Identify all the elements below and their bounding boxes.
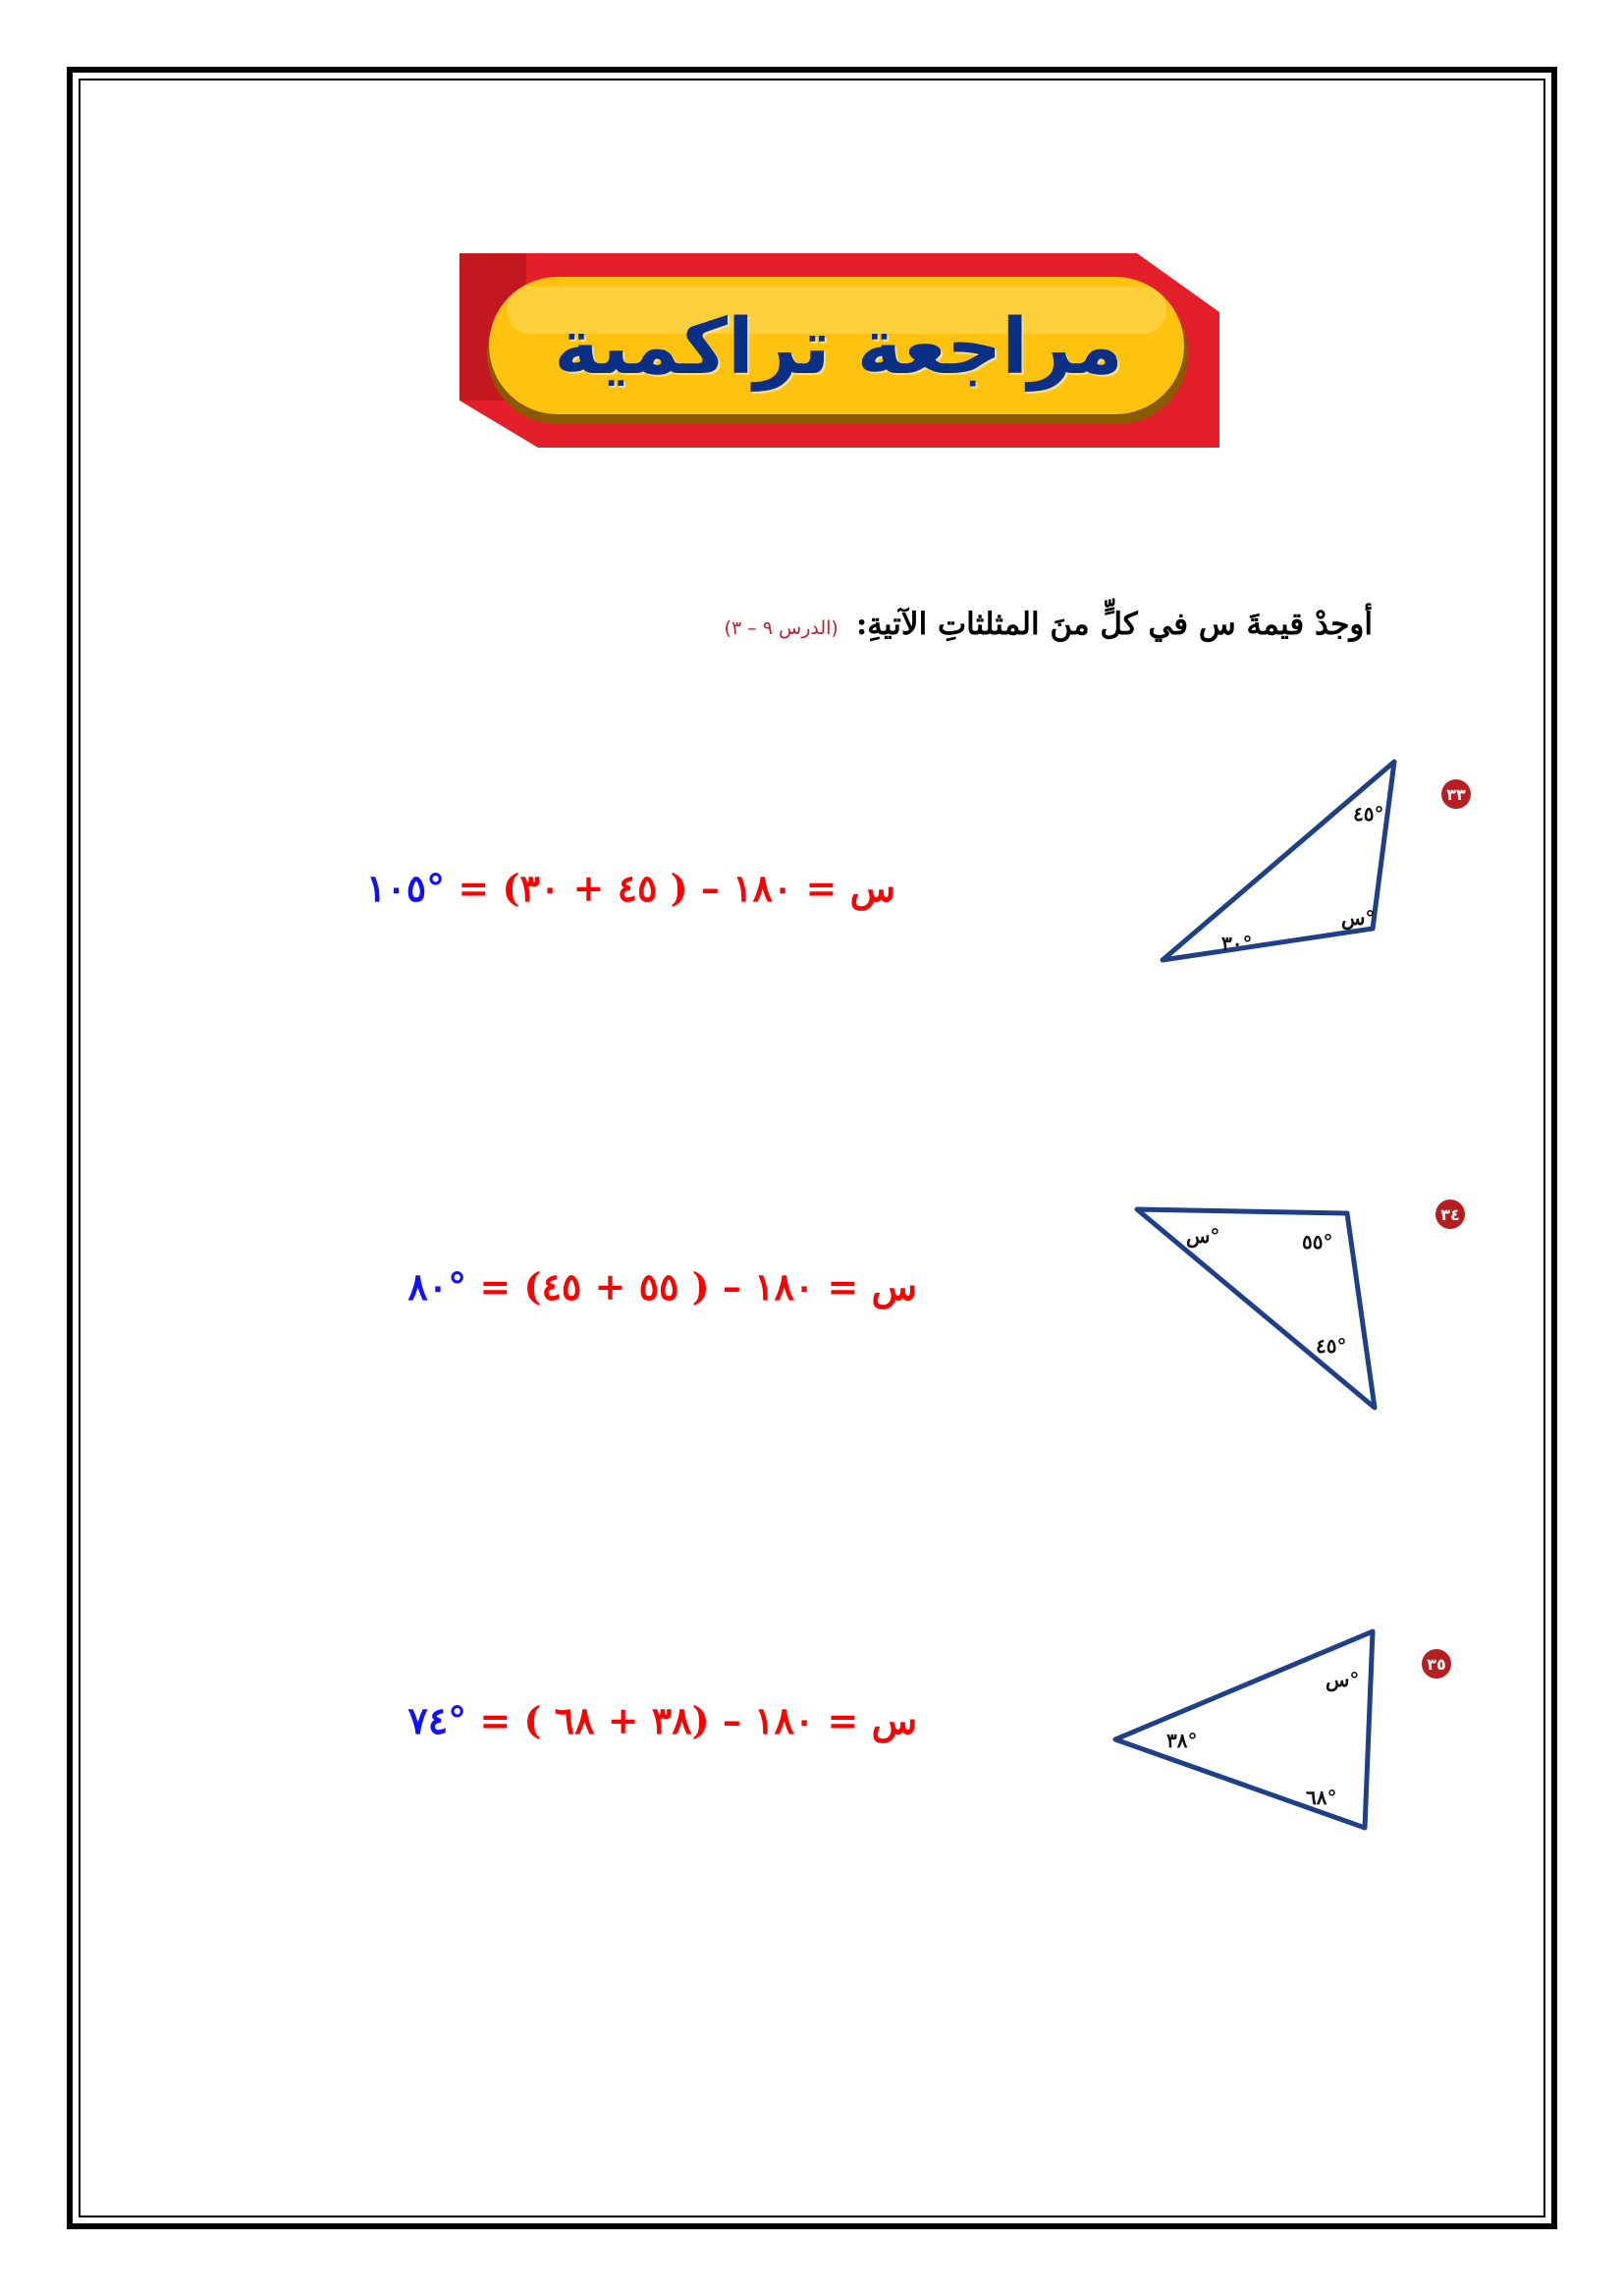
instruction-text: أوجدْ قيمةَ س في كلٍّ منَ المثلثاتِ الآتيةِ: — [855, 607, 1373, 642]
angle-label: ٤٥° — [1316, 1334, 1347, 1358]
solution-work: س = ١٨٠ – (٣٨ + ٦٨ ) = — [466, 1698, 917, 1742]
problem-number-badge: ٣٥ — [1422, 1649, 1451, 1679]
angle-label: ٤٥° — [1353, 802, 1384, 826]
triangle-diagram — [1129, 1200, 1394, 1417]
angle-label: ٦٨° — [1306, 1786, 1337, 1809]
angle-label: س° — [1341, 906, 1376, 930]
solution-work: س = ١٨٠ – ( ٤٥ + ٣٠) = — [445, 866, 895, 910]
triangle-diagram — [1108, 1626, 1392, 1842]
lesson-reference: (الدرس ٩ – ٣) — [724, 617, 839, 639]
instruction-line — [725, 607, 1373, 642]
solution-equation — [407, 1698, 917, 1742]
angle-label: ٥٥° — [1302, 1230, 1333, 1254]
solution-answer: °٨٠ — [407, 1264, 467, 1308]
angle-label: س° — [1326, 1668, 1360, 1691]
problem-number-badge: ٣٤ — [1435, 1200, 1465, 1229]
solution-equation — [366, 866, 895, 910]
angle-label: س° — [1186, 1224, 1220, 1248]
solution-answer: °١٠٥ — [365, 866, 446, 910]
angle-label: ٣٠° — [1221, 932, 1253, 955]
problem-number-badge: ٣٣ — [1441, 779, 1471, 809]
solution-work: س = ١٨٠ – ( ٥٥ + ٤٥) = — [466, 1264, 917, 1308]
triangle-diagram — [1149, 758, 1414, 974]
solution-equation — [407, 1264, 917, 1308]
angle-label: ٣٨° — [1166, 1729, 1198, 1752]
page-title: مراجعة تراكمية — [554, 303, 1123, 392]
solution-answer: °٧٤ — [407, 1698, 467, 1742]
title-banner — [458, 253, 1219, 448]
